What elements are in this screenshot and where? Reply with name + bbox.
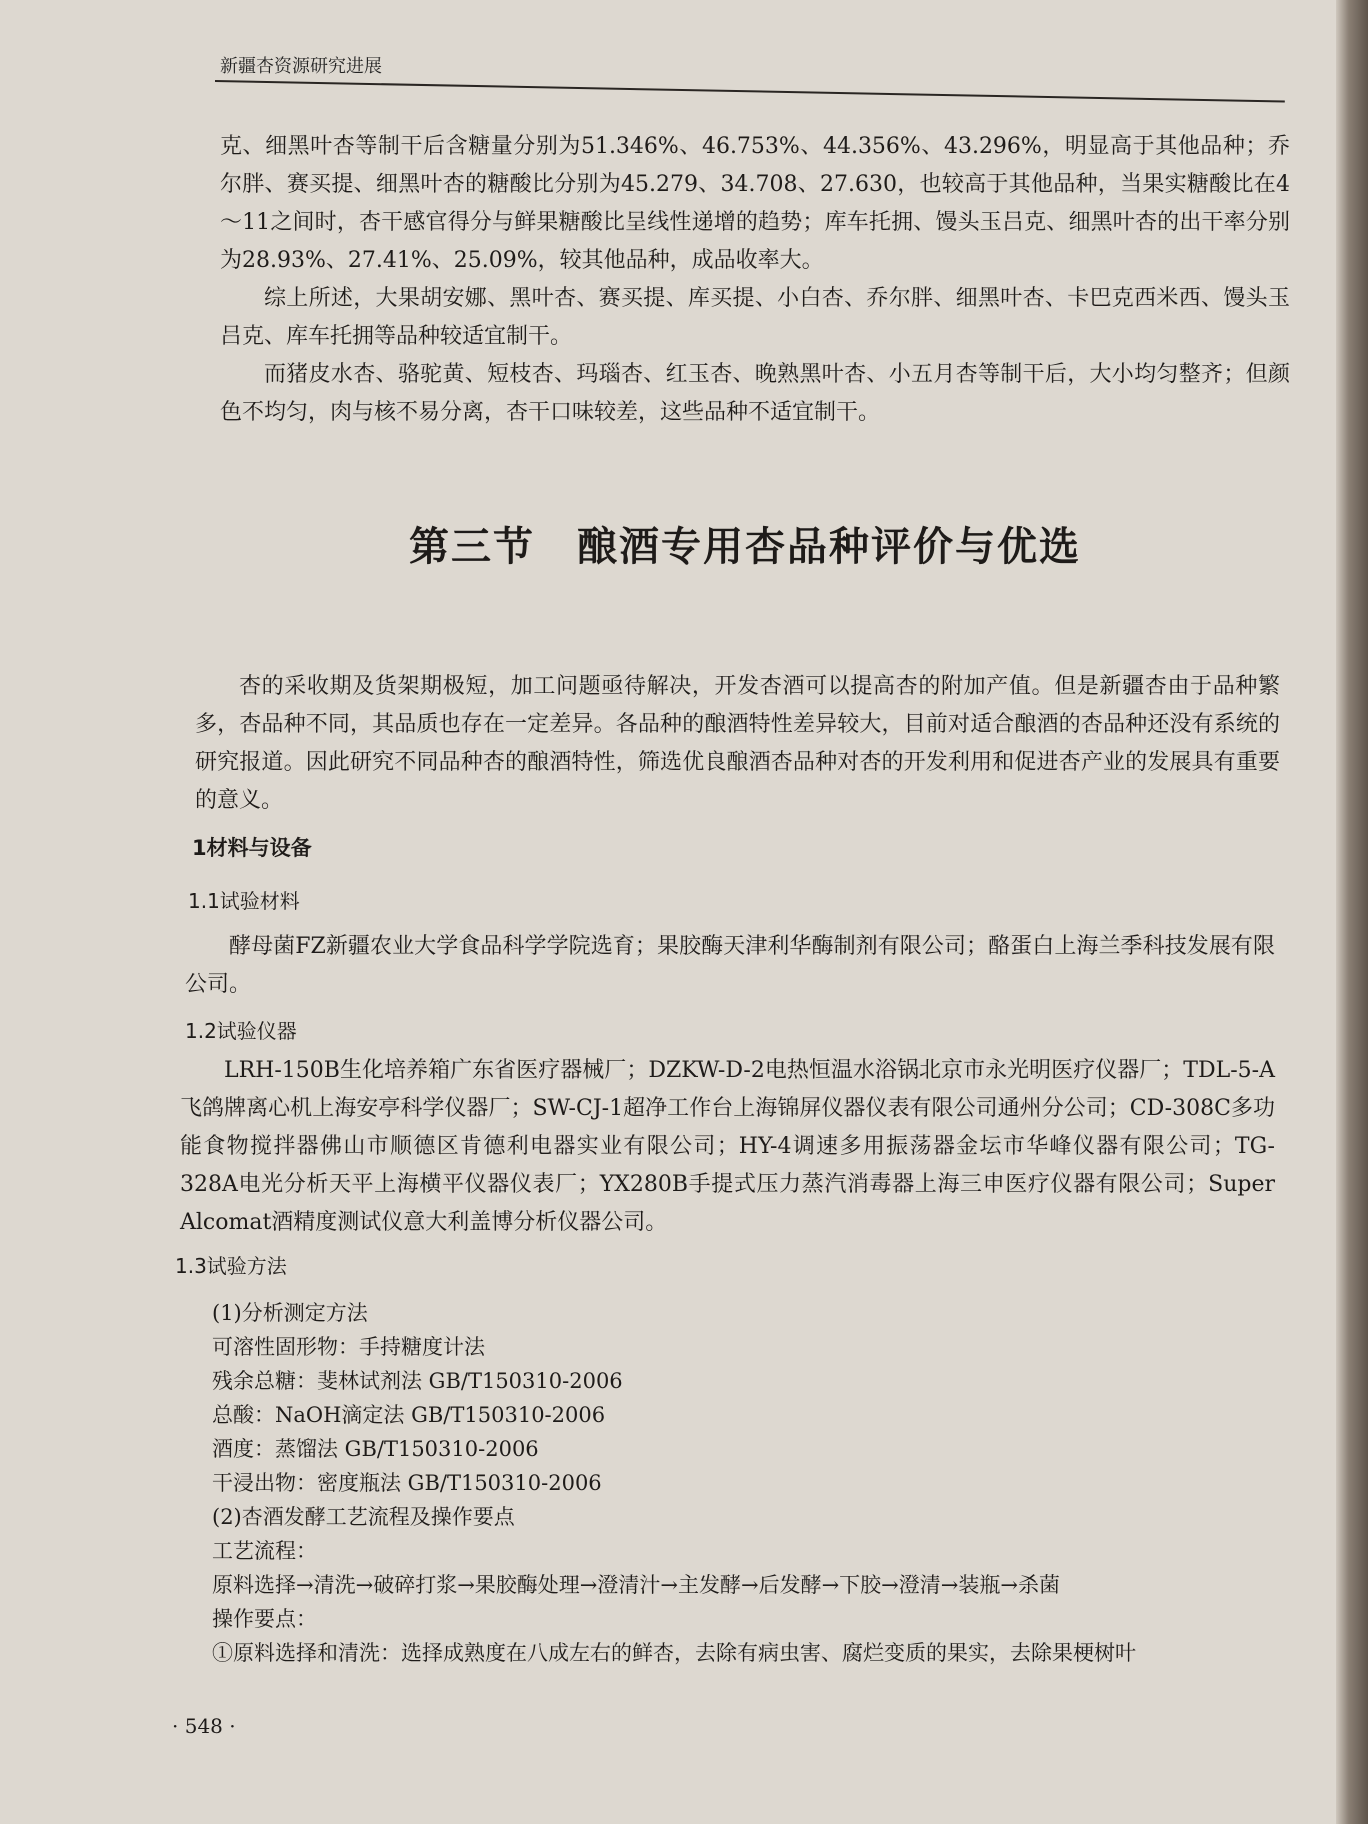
methods-list bbox=[212, 1296, 1136, 1670]
intro-paragraph-1: 克、细黑叶杏等制干后含糖量分别为51.346%、46.753%、44.356%、43.296%，明显高于其他品种；乔尔胖、赛买提、细黑叶杏的糖酸比分别为45.279、34.708、27.630，也较高于其他品种，当果实糖酸比在4～11之间时，杏干感官得分与鲜果糖酸比呈线性递增的趋势；库车托拥、馒头玉吕克、细黑叶杏的出干率分别为28.93%、27.41%、25.09%，较其他品种，成品收率大。 bbox=[220, 134, 1290, 273]
section-intro-paragraph: 杏的采收期及货架期极短，加工问题亟待解决，开发杏酒可以提高杏的附加产值。但是新疆杏由于品种繁多，杏品种不同，其品质也存在一定差异。各品种的酿酒特性差异较大，目前对适合酿酒的杏品种还没有系统的研究报道。因此研究不同品种杏的酿酒特性，筛选优良酿酒杏品种对杏的开发利用和促进杏产业的发展具有重要的意义。 bbox=[195, 674, 1280, 813]
instruments-text: LRH-150B生化培养箱广东省医疗器械厂；DZKW-D-2电热恒温水浴锅北京市永光明医疗仪器厂；TDL-5-A飞鸽牌离心机上海安亭科学仪器厂；SW-CJ-1超净工作台上海锦屏仪器仪表有限公司通州分公司；CD-308C多功能食物搅拌器佛山市顺德区肯德利电器实业有限公司；HY-4调速多用振荡器金坛市华峰仪器有限公司；TG-328A电光分析天平上海横平仪器仪表厂；YX280B手提式压力蒸汽消毒器上海三申医疗仪器有限公司；Super Alcomat酒精度测试仪意大利盖博分析仪器公司。 bbox=[180, 1058, 1275, 1235]
running-head: 新疆杏资源研究进展 bbox=[220, 56, 382, 77]
test-materials bbox=[185, 928, 1275, 1004]
method-line: 酒度：蒸馏法 GB/T150310-2006 bbox=[212, 1437, 539, 1461]
section-intro bbox=[195, 668, 1280, 820]
heading-materials: 1材料与设备 bbox=[192, 836, 312, 860]
intro-paragraph-2: 综上所述，大果胡安娜、黑叶杏、赛买提、库买提、小白杏、乔尔胖、细黑叶杏、卡巴克西米西、馒头玉吕克、库车托拥等品种较适宜制干。 bbox=[220, 286, 1290, 349]
section-title: 第三节 酿酒专用杏品种评价与优选 bbox=[409, 524, 1081, 570]
method-line: 总酸：NaOH滴定法 GB/T150310-2006 bbox=[212, 1403, 606, 1427]
method-line: 原料选择→清洗→破碎打浆→果胶酶处理→澄清汁→主发酵→后发酵→下胶→澄清→装瓶→杀菌 bbox=[212, 1573, 1060, 1597]
method-line: (1)分析测定方法 bbox=[212, 1301, 368, 1325]
page-edge bbox=[1336, 0, 1368, 1824]
heading-instruments: 1.2试验仪器 bbox=[185, 1019, 297, 1043]
page-number: · 548 · bbox=[172, 1714, 236, 1738]
instruments bbox=[180, 1052, 1275, 1242]
test-materials-text: 酵母菌FZ新疆农业大学食品科学学院选育；果胶酶天津利华酶制剂有限公司；酪蛋白上海兰季科技发展有限公司。 bbox=[185, 934, 1275, 997]
method-line: 操作要点： bbox=[212, 1607, 317, 1631]
heading-methods: 1.3试验方法 bbox=[175, 1254, 287, 1278]
method-line: 残余总糖：斐林试剂法 GB/T150310-2006 bbox=[212, 1369, 623, 1393]
method-line: 可溶性固形物：手持糖度计法 bbox=[212, 1335, 485, 1359]
method-line: ①原料选择和清洗：选择成熟度在八成左右的鲜杏，去除有病虫害、腐烂变质的果实，去除果梗树叶 bbox=[212, 1641, 1136, 1665]
intro-text bbox=[220, 128, 1290, 432]
method-line: 干浸出物：密度瓶法 GB/T150310-2006 bbox=[212, 1471, 602, 1495]
intro-paragraph-3: 而猪皮水杏、骆驼黄、短枝杏、玛瑙杏、红玉杏、晚熟黑叶杏、小五月杏等制干后，大小均匀整齐；但颜色不均匀，肉与核不易分离，杏干口味较差，这些品种不适宜制干。 bbox=[220, 362, 1290, 425]
method-line: 工艺流程： bbox=[212, 1539, 317, 1563]
heading-test-materials: 1.1试验材料 bbox=[188, 889, 300, 913]
method-line: (2)杏酒发酵工艺流程及操作要点 bbox=[212, 1505, 515, 1529]
